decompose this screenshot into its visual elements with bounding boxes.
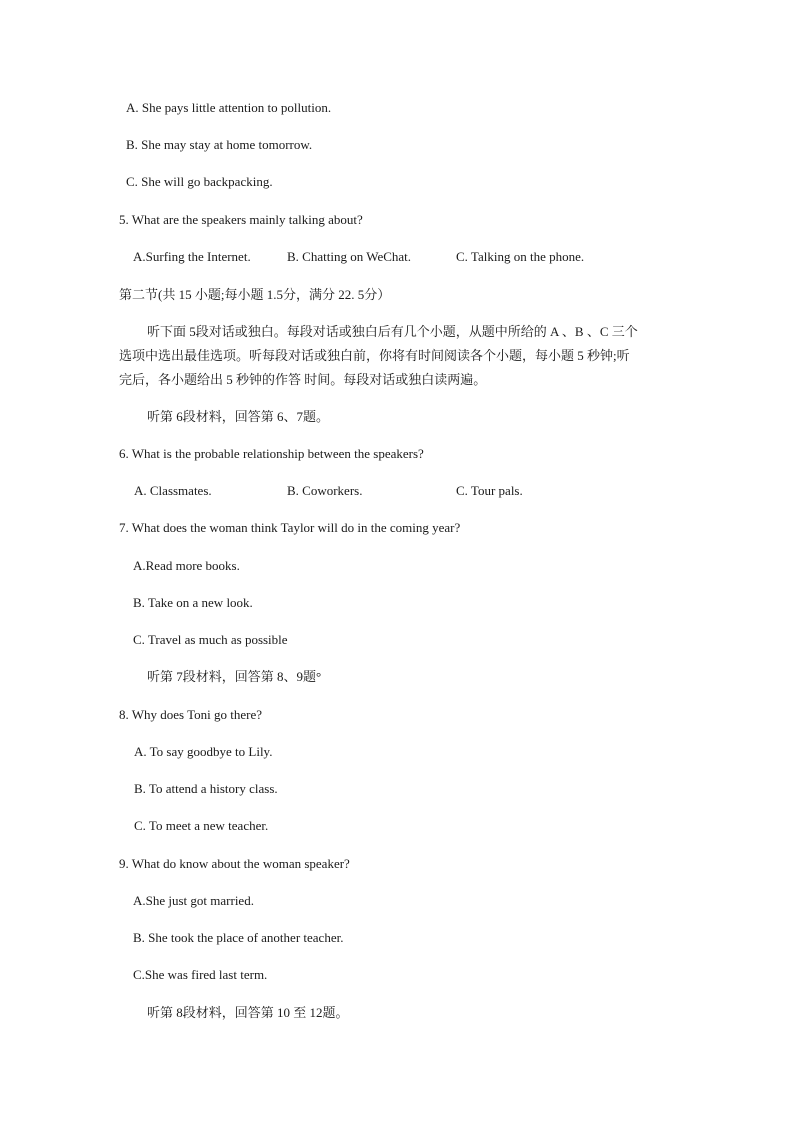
q7-stem: 7. What does the woman think Taylor will do in the coming year? xyxy=(119,520,461,535)
q9-stem: 9. What do know about the woman speaker? xyxy=(119,856,350,871)
q5-stem: 5. What are the speakers mainly talking about? xyxy=(119,212,363,227)
q4-option-b: B. She may stay at home tomorrow. xyxy=(126,137,313,152)
q8-option-b: B. To attend a history class. xyxy=(134,781,278,796)
q6-stem: 6. What is the probable relationship between the speakers? xyxy=(119,446,424,461)
section2-instructions-line2: 选项中选出最佳选项。听每段对话或独白前，你将有时间阅读各个小题，每小题 5 秒钟;听 xyxy=(119,348,630,363)
q8-option-a: A. To say goodbye to Lily. xyxy=(134,744,273,759)
q6-option-c: C. Tour pals. xyxy=(456,483,523,498)
q7-option-a: A.Read more books. xyxy=(133,558,240,573)
q6-option-a: A. Classmates. xyxy=(134,483,212,498)
section2-instructions-line1: 听下面 5段对话或独白。每段对话或独白后有几个小题，从题中所给的 A 、B 、C 三个 xyxy=(147,324,638,339)
material-6-instruction: 听第 6段材料，回答第 6、7题。 xyxy=(147,409,330,424)
q4-option-a: A. She pays little attention to pollution. xyxy=(126,100,332,115)
material-8-instruction: 听第 8段材料，回答第 10 至 12题。 xyxy=(147,1005,349,1020)
q8-stem: 8. Why does Toni go there? xyxy=(119,707,263,722)
q9-option-a: A.She just got married. xyxy=(133,893,254,908)
section2-heading: 第二节(共 15 小题;每小题 1.5分，满分 22. 5分） xyxy=(119,287,391,302)
q7-option-c: C. Travel as much as possible xyxy=(133,632,288,647)
section2-instructions-line3: 完后，各小题给出 5 秒钟的作答 时间。每段对话或独白读两遍。 xyxy=(119,372,487,387)
q6-option-b: B. Coworkers. xyxy=(287,483,363,498)
q8-option-c: C. To meet a new teacher. xyxy=(134,818,269,833)
q7-option-b: B. Take on a new look. xyxy=(133,595,253,610)
q5-option-b: B. Chatting on WeChat. xyxy=(287,249,412,264)
q5-option-a: A.Surfing the Internet. xyxy=(133,249,251,264)
q9-option-b: B. She took the place of another teacher. xyxy=(133,930,344,945)
q9-option-c: C.She was fired last term. xyxy=(133,967,268,982)
q5-option-c: C. Talking on the phone. xyxy=(456,249,585,264)
q4-option-c: C. She will go backpacking. xyxy=(126,174,273,189)
material-7-instruction: 听第 7段材料，回答第 8、9题° xyxy=(147,669,322,684)
